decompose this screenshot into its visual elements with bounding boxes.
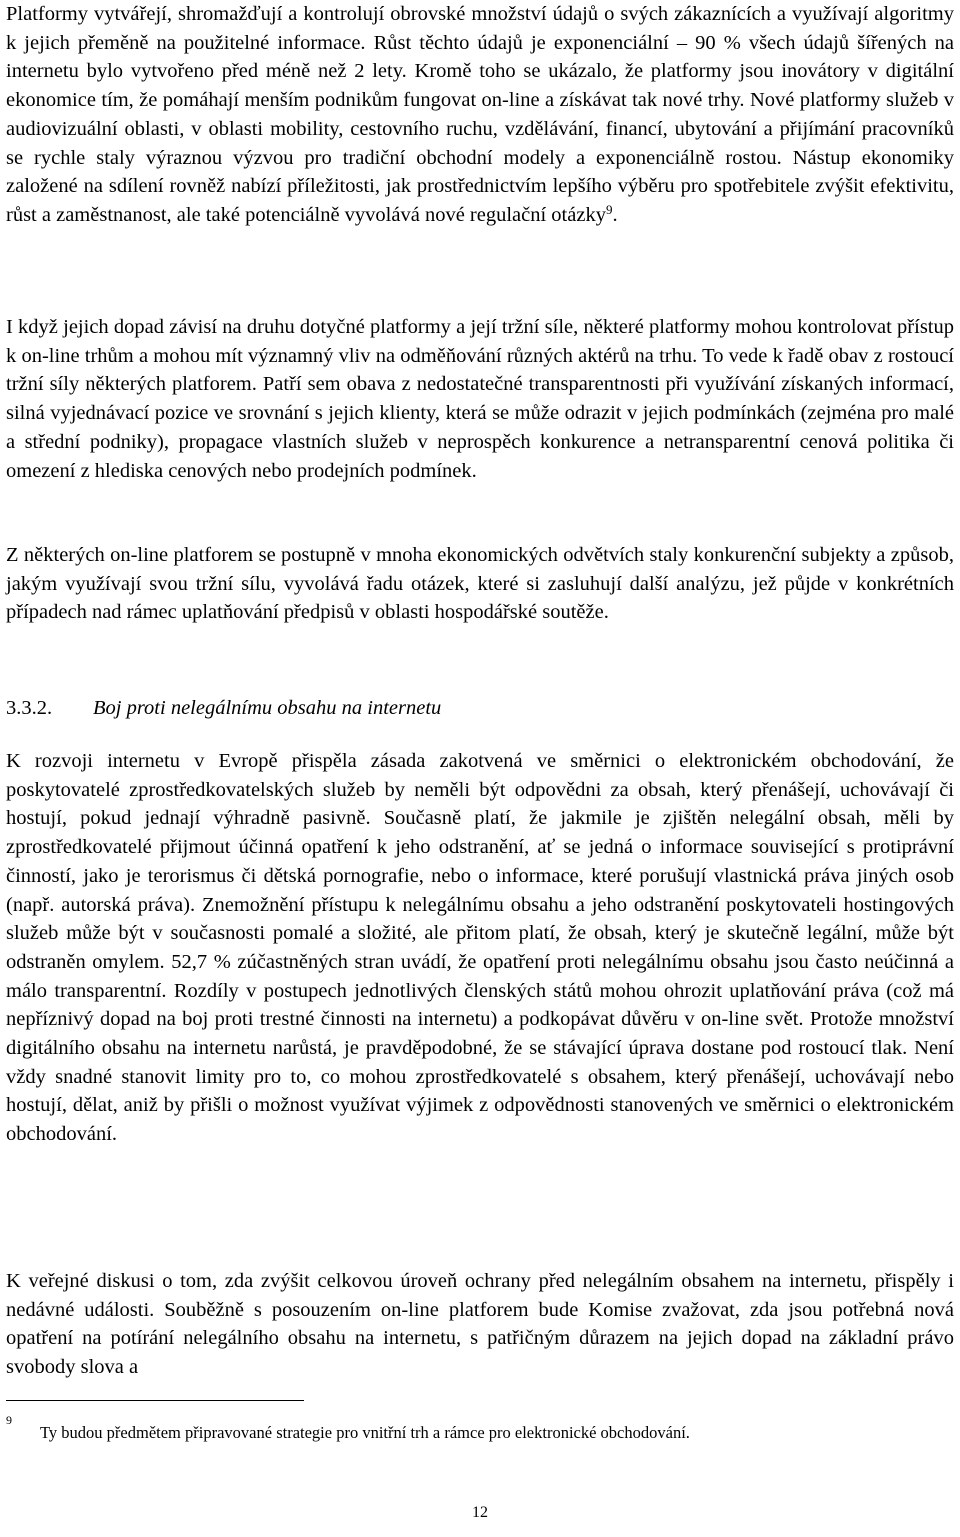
- paragraph-illegal-content: K rozvoji internetu v Evropě přispěla zásada zakotvená ve směrnici o elektronickém obchodování, že poskytovatelé zprostředkovatelských služeb by neměli být odpovědni za obsah, který přenášejí, uchovávají či hostují, pokud jednají výhradně pasivně. Současně platí, že jakmile je zjištěn nelegální obsah, měli by zprostředkovatelé přijmout účinná opatření k jeho odstranění, ať se jedná o informace související s protiprávní činností, jako je terorismus či dětská pornografie, nebo o informace, které porušují vlastnická práva jiných osob (např. autorská práva). Znemožnění přístupu k nelegálnímu obsahu a jeho odstranění poskytovateli hostingových služeb může být v současnosti pomalé a složité, ale přitom platí, že obsah, který je skutečně legální, může být odstraněn omylem. 52,7 % zúčastněných stran uvádí, že opatření proti nelegálnímu obsahu jsou často neúčinná a málo transparentní. Rozdíly v postupech jednotlivých členských států mohou ohrozit uplatňování práva (což má nepříznivý dopad na boj proti trestné činnosti na internetu) a podkopávat důvěru v on-line svět. Protože množství digitálního obsahu na internetu narůstá, je pravděpodobné, že se stávající úprava dostane pod rostoucí tlak. Není vždy snadné stanovit limity pro to, co mohou zprostředkovatelé s obsahem, který přenášejí, uchovávají nebo hostují, dělat, aniž by přišli o možnost využívat výjimek z odpovědnosti stanovených ve směrnici o elektronickém obchodování.: [6, 750, 954, 1146]
- footnote-reference[interactable]: 9: [605, 201, 613, 217]
- section-number: 3.3.2.: [6, 697, 53, 719]
- footnote-separator: [6, 1400, 304, 1401]
- paragraph-text: Platformy vytvářejí, shromažďují a kontrolují obrovské množství údajů o svých zákaznících a využívají algoritmy k jejich přeměně na použitelné informace. Růst těchto údajů je exponenciální – 90 % všech údajů šířených na internetu bylo vytvořeno před méně než 2 lety. Kromě toho se ukázalo, že platformy jsou inovátory v digitální ekonomice tím, že pomáhají menším podnikům fungovat on-line a získávat tak nové trhy. Nové platformy služeb v audiovizuální oblasti, v oblasti mobility, cestovního ruchu, vzdělávání, financí, ubytování a přijímání pracovníků se rychle staly výraznou výzvou pro tradiční obchodní modely a exponenciálně rostou. Nástup ekonomiky založené na sdílení rovněž nabízí příležitosti, jak prostřednictvím lepšího výběru pro spotřebitele zvýšit efektivitu, růst a zaměstnanost, ale také potenciálně vyvolává nové regulační otázky: [6, 3, 954, 226]
- paragraph-public-discussion: K veřejné diskusi o tom, zda zvýšit celkovou úroveň ochrany před nelegálním obsahem na internetu, přispěly i nedávné události. Souběžně s posouzením on-line platforem bude Komise zvažovat, zda jsou potřebná nová opatření na potírání nelegálního obsahu na internetu, s patřičným důrazem na jejich dopad na základní právo svobody slova a: [6, 1270, 954, 1379]
- section-title: Boj proti nelegálnímu obsahu na internetu: [93, 697, 442, 719]
- paragraph-market-power: I když jejich dopad závisí na druhu dotyčné platformy a její tržní síle, některé platformy mohou kontrolovat přístup k on-line trhům a mohou mít významný vliv na odměňování různých aktérů na trhu. To vede k řadě obav z rostoucí tržní síly některých platforem. Patří sem obava z nedostatečné transparentnosti při využívání získaných informací, silná vyjednávací pozice ve srovnání s jejich klienty, která se může odrazit v jejich podmínkách (zejména pro malé a střední podniky), propagace vlastních služeb v neprospěch konkurence a netransparentní cenová politika či omezení z hlediska cenových nebo prodejních podmínek.: [6, 316, 954, 482]
- footnote-text: Ty budou předmětem připravované strategie pro vnitřní trh a rámce pro elektronické obchodování.: [40, 1423, 690, 1442]
- footnote-number: 9: [6, 1413, 12, 1427]
- paragraph-end: .: [612, 203, 618, 226]
- paragraph-competition: Z některých on-line platforem se postupně v mnoha ekonomických odvětvích staly konkurenční subjekty a způsob, jakým využívají svou tržní sílu, vyvolává řadu otázek, které si zasluhují další analýzu, jež půjde v konkrétních případech nad rámec uplatňování předpisů v oblasti hospodářské soutěže.: [6, 544, 954, 624]
- section-heading: [6, 694, 954, 723]
- page-number-text: 12: [472, 1504, 488, 1521]
- page-number: [6, 1502, 954, 1524]
- paragraph-platform-data: [6, 0, 954, 230]
